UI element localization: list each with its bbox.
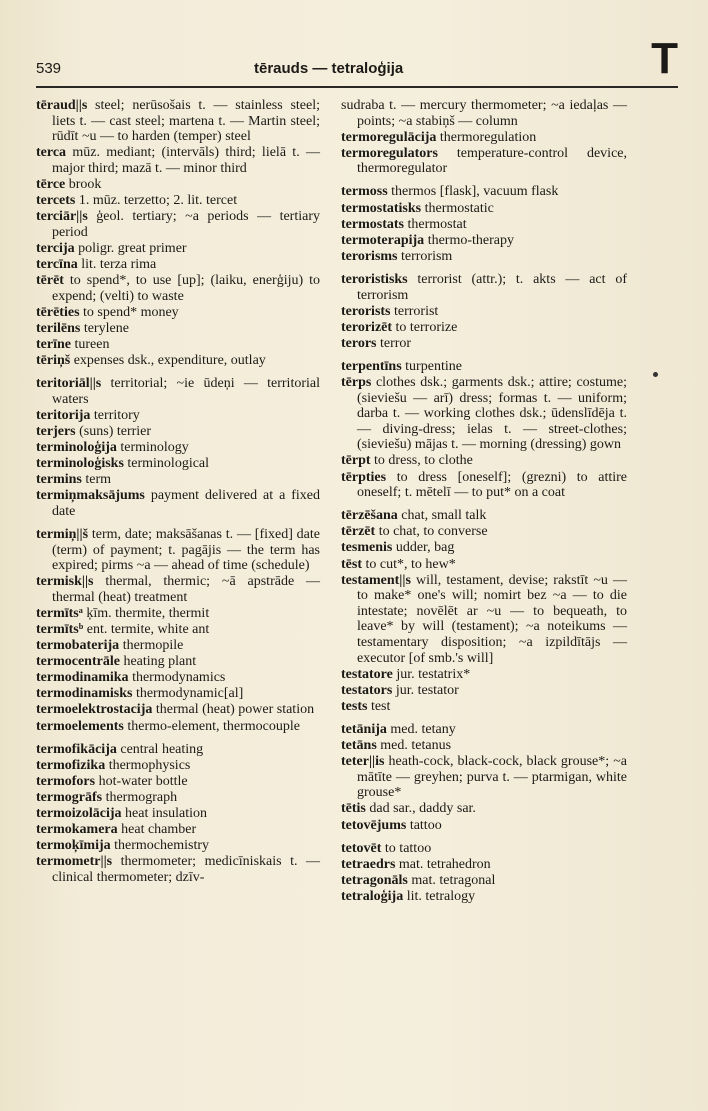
entry-headword: termiņ||š — [36, 526, 89, 542]
entry-definition: to dress [oneself]; (grezni) to attire oneself; t. mētelī — to put* on a coat — [357, 469, 627, 501]
entry-definition: dad sar., daddy sar. — [365, 801, 476, 817]
entry-definition: thermograph — [102, 789, 178, 805]
entry-headword: termoregulācija — [341, 129, 437, 145]
entry-definition: brook — [65, 176, 102, 192]
entry-headword: termodinamisks — [36, 686, 133, 702]
dictionary-entry — [36, 193, 320, 209]
dictionary-entry — [36, 305, 320, 321]
entry-definition: thermo-therapy — [424, 232, 514, 248]
dictionary-entry — [341, 573, 627, 667]
entry-definition: sudraba t. — mercury thermometer; ~a iedaļas — points; ~a stabiņš — column — [341, 98, 627, 129]
entry-definition: territory — [90, 407, 140, 423]
entry-definition: 1. mūz. terzetto; 2. lit. tercet — [75, 193, 238, 209]
entry-definition: thermal (heat) power station — [152, 702, 315, 718]
entry-definition: terrorism — [397, 248, 453, 264]
entry-gap — [36, 369, 320, 376]
dictionary-entry — [36, 488, 320, 519]
entry-headword: termoelektrostacija — [36, 702, 153, 718]
entry-headword: termogrāfs — [36, 789, 103, 805]
dictionary-entry — [341, 146, 627, 177]
entry-headword: tēst — [341, 556, 362, 572]
ink-spot — [653, 372, 658, 377]
dictionary-entry — [341, 217, 627, 233]
entry-definition: thermodynamics — [128, 670, 226, 686]
entry-definition: heath-cock, black-cock, black grouse*; ~a mātīte — greyhen; purva t. — ptarmigan, white grouse* — [357, 754, 627, 801]
entry-definition: tattoo — [406, 817, 442, 833]
entry-headword: tēraud||s — [36, 98, 88, 113]
dictionary-entry — [36, 638, 320, 654]
entry-definition: to cut*, to hew* — [362, 556, 456, 572]
entry-headword: terorists — [341, 303, 391, 319]
entry-definition: terminological — [123, 456, 210, 472]
entry-gap — [36, 735, 320, 742]
entry-definition: lit. terza rima — [77, 256, 157, 272]
entry-headword: termokamera — [36, 822, 118, 838]
entry-headword: termins — [36, 472, 82, 488]
dictionary-entry — [341, 857, 627, 873]
entry-definition: payment delivered at a fixed date — [52, 488, 320, 519]
dictionary-entry — [36, 574, 320, 605]
dictionary-entry — [341, 320, 627, 336]
dictionary-entry — [36, 686, 320, 702]
entry-headword: tērpties — [341, 469, 387, 485]
entry-definition: to spend* money — [79, 304, 179, 320]
entry-headword: tetraloģija — [341, 888, 404, 904]
dictionary-entry — [36, 719, 320, 735]
entry-definition: thermo-element, thermocouple — [123, 718, 300, 734]
entry-headword: terors — [341, 335, 377, 351]
dictionary-entry — [341, 201, 627, 217]
entry-headword: terminoloģisks — [36, 456, 124, 472]
dictionary-entry — [36, 424, 320, 440]
entry-definition: to dress, to clothe — [370, 453, 473, 469]
entry-definition: test — [367, 698, 391, 714]
entry-definition: thermometer; medicīniskais t. — clinical thermometer; dzīv- — [52, 854, 320, 885]
dictionary-entry — [341, 524, 627, 540]
entry-headword: testament||s — [341, 572, 411, 588]
entry-headword: termiņmaksājums — [36, 488, 145, 504]
entry-definition: thermal, thermic; ~ā apstrāde — thermal (heat) treatment — [52, 574, 320, 605]
entry-headword: termometr||s — [36, 854, 113, 870]
page-number: 539 — [36, 60, 62, 77]
dictionary-entry — [36, 472, 320, 488]
dictionary-entry — [341, 233, 627, 249]
dictionary-entry — [341, 98, 627, 129]
entry-definition: mat. tetrahedron — [395, 856, 491, 872]
entry-headword: termoelements — [36, 718, 124, 734]
dictionary-entry — [36, 241, 320, 257]
entry-definition: to spend*, to use [up]; (laiku, enerģiju) to expend; (velti) to waste — [52, 273, 320, 304]
entry-headword: terjers — [36, 423, 76, 439]
entry-definition: temperature-control device, thermoregulator — [357, 145, 627, 177]
entry-definition: terylene — [80, 320, 129, 336]
dictionary-entry — [36, 145, 320, 176]
entry-gap — [341, 834, 627, 841]
entry-headword: tests — [341, 698, 368, 714]
dictionary-entry — [36, 654, 320, 670]
entry-definition: thermostat — [403, 216, 467, 232]
entry-headword: termisk||s — [36, 574, 94, 590]
entry-definition: territorial; ~ie ūdeņi — territorial waters — [52, 376, 320, 407]
entry-definition: steel; nerūsošais t. — stainless steel; liets t. — cast steel; martena t. — Martin steel; rūdīt ~u — to harden (temper) steel — [52, 98, 320, 145]
dictionary-entry — [341, 738, 627, 754]
entry-headword: tērzēt — [341, 524, 376, 540]
entry-headword: termītsᵃ — [36, 605, 83, 621]
entry-definition: med. tetany — [386, 721, 456, 737]
dictionary-entry — [36, 353, 320, 369]
dictionary-entry — [36, 774, 320, 790]
entry-definition: to terrorize — [392, 319, 458, 335]
entry-headword: termofors — [36, 773, 96, 789]
entry-definition: ķīm. thermite, thermit — [82, 605, 210, 621]
dictionary-entry — [341, 336, 627, 352]
dictionary-entry — [341, 557, 627, 573]
entry-definition: ģeol. tertiary; ~a periods — tertiary period — [52, 209, 320, 240]
entry-headword: tetānija — [341, 721, 387, 737]
entry-headword: termostats — [341, 216, 404, 232]
dictionary-entry — [341, 754, 627, 801]
entry-definition: mat. tetragonal — [407, 872, 496, 888]
dictionary-entry — [341, 272, 627, 303]
entry-definition: terror — [376, 335, 412, 351]
dictionary-entry — [36, 337, 320, 353]
right-column — [341, 98, 627, 905]
dictionary-entry — [341, 801, 627, 817]
entry-definition: tureen — [70, 336, 110, 352]
entry-definition: (suns) terrier — [75, 423, 152, 439]
entry-definition: heat chamber — [117, 822, 197, 838]
dictionary-entry — [341, 889, 627, 905]
dictionary-entry — [36, 806, 320, 822]
dictionary-entry — [36, 854, 320, 885]
dictionary-entry — [341, 359, 627, 375]
entry-gap — [36, 520, 320, 527]
entry-headword: termoterapija — [341, 232, 425, 248]
dictionary-entry — [341, 722, 627, 738]
entry-headword: tercets — [36, 193, 76, 209]
dictionary-entry — [36, 742, 320, 758]
entry-headword: tēriņš — [36, 353, 71, 368]
dictionary-entry — [341, 873, 627, 889]
header-rule — [36, 86, 678, 88]
entry-definition: term, date; maksāšanas t. — [fixed] date (term) of payment; t. pagājis — the term has expired; pirms ~a — ahead of time (schedule) — [52, 526, 320, 574]
entry-headword: tērpt — [341, 453, 371, 469]
dictionary-entry — [341, 470, 627, 501]
entry-definition: ent. termite, white ant — [83, 622, 210, 637]
entry-headword: termoregulators — [341, 145, 438, 161]
dictionary-entry — [341, 453, 627, 469]
entry-definition: thermochemistry — [110, 838, 210, 854]
dictionary-entry — [36, 177, 320, 193]
entry-definition: jur. testator — [392, 682, 459, 698]
entry-headword: tērzēšana — [341, 508, 398, 524]
entry-definition: thermophysics — [105, 757, 191, 773]
entry-definition: central heating — [116, 741, 204, 757]
entry-definition: thermodynamic[al] — [132, 686, 244, 702]
entry-headword: testatore — [341, 666, 393, 682]
entry-definition: to chat, to converse — [375, 524, 488, 540]
entry-definition: lit. tetralogy — [403, 888, 476, 904]
entry-headword: termodinamika — [36, 670, 129, 686]
running-head: tērauds — tetraloģija — [254, 60, 404, 77]
dictionary-entry — [341, 304, 627, 320]
entry-gap — [341, 715, 627, 722]
entry-headword: termocentrāle — [36, 654, 120, 670]
dictionary-entry — [341, 699, 627, 715]
entry-headword: terminoloģija — [36, 439, 117, 455]
entry-definition: clothes dsk.; garments dsk.; attire; costume; (sieviešu — arī) dress; formas t. — uniform; darba t. — working clothes dsk.; ūdenslīdēja t. — diving-dress; ielas t. — street-clothes; (sieviešu) mājas t. — morning (dressing) gown — [357, 375, 627, 453]
entry-headword: termoss — [341, 184, 388, 200]
entry-headword: tērēt — [36, 273, 64, 289]
entry-definition: heating plant — [119, 654, 197, 670]
dictionary-entry — [341, 683, 627, 699]
entry-headword: tercīna — [36, 256, 78, 272]
entry-definition: thermostatic — [421, 200, 494, 216]
dictionary-entry — [36, 758, 320, 774]
entry-definition: turpentine — [401, 358, 462, 374]
entry-headword: terilēns — [36, 320, 81, 336]
dictionary-entry — [36, 376, 320, 407]
dictionary-entry — [36, 456, 320, 472]
dictionary-entry — [36, 822, 320, 838]
dictionary-entry — [36, 440, 320, 456]
dictionary-entry — [36, 622, 320, 638]
entry-headword: teter||is — [341, 754, 385, 770]
entry-headword: termofikācija — [36, 741, 117, 757]
entry-headword: terorisms — [341, 248, 398, 264]
entry-headword: termoķīmija — [36, 838, 111, 854]
entry-gap — [341, 501, 627, 508]
dictionary-entry — [36, 257, 320, 273]
entry-headword: tercija — [36, 240, 75, 256]
dictionary-entry — [341, 375, 627, 453]
entry-definition: terrorist (attr.); t. akts — act of terrorism — [357, 271, 627, 303]
entry-gap — [341, 265, 627, 272]
entry-headword: tetragonāls — [341, 872, 408, 888]
entry-headword: termofizika — [36, 757, 106, 773]
entry-definition: to tattoo — [381, 840, 432, 856]
dictionary-entry — [341, 130, 627, 146]
entry-gap — [341, 352, 627, 359]
entry-definition: thermoregulation — [436, 129, 537, 145]
dictionary-entry — [36, 670, 320, 686]
entry-definition: terrorist — [390, 303, 439, 319]
entry-definition: heat insulation — [121, 806, 208, 822]
entry-headword: teritoriāl||s — [36, 376, 102, 392]
dictionary-entry — [341, 841, 627, 857]
entry-headword: teroristisks — [341, 271, 408, 287]
entry-headword: tērps — [341, 375, 372, 390]
dictionary-entry — [36, 606, 320, 622]
entry-headword: tetāns — [341, 738, 377, 754]
entry-headword: tērce — [36, 176, 66, 192]
dictionary-entry — [341, 818, 627, 834]
entry-definition: term — [81, 472, 112, 488]
entry-headword: termobaterija — [36, 638, 120, 654]
dictionary-entry — [36, 321, 320, 337]
entry-definition: thermopile — [119, 638, 184, 654]
entry-headword: terīne — [36, 336, 71, 352]
dictionary-entry — [341, 184, 627, 200]
entry-headword: termītsᵇ — [36, 622, 84, 637]
entry-definition: poligr. great primer — [74, 240, 187, 256]
dictionary-entry — [36, 790, 320, 806]
entry-headword: tetraedrs — [341, 856, 396, 872]
dictionary-entry — [341, 508, 627, 524]
dictionary-entry — [36, 273, 320, 304]
entry-definition: expenses dsk., expenditure, outlay — [70, 353, 266, 368]
entry-headword: tetovējums — [341, 817, 407, 833]
dictionary-entry — [36, 408, 320, 424]
dictionary-entry — [36, 838, 320, 854]
dictionary-entry — [341, 249, 627, 265]
entry-definition: mūz. mediant; (intervāls) third; lielā t. — major third; mazā t. — minor third — [52, 145, 320, 176]
entry-headword: termoizolācija — [36, 806, 122, 822]
dictionary-entry — [36, 209, 320, 240]
entry-definition: thermos [flask], vacuum flask — [387, 184, 559, 200]
section-letter: T — [651, 34, 678, 83]
entry-headword: terpentīns — [341, 358, 402, 374]
page-header — [36, 34, 678, 86]
entry-headword: terca — [36, 145, 67, 161]
dictionary-entry — [36, 527, 320, 574]
entry-headword: testators — [341, 682, 393, 698]
entry-definition: med. tetanus — [376, 738, 452, 754]
entry-headword: tērēties — [36, 304, 80, 320]
dictionary-entry — [36, 98, 320, 145]
entry-definition: udder, bag — [392, 540, 455, 556]
entry-headword: terorizēt — [341, 319, 393, 335]
entry-headword: tesmenis — [341, 540, 393, 556]
entry-definition: hot-water bottle — [95, 773, 188, 789]
entry-headword: termostatisks — [341, 200, 422, 216]
dictionary-entry — [341, 540, 627, 556]
entry-headword: teritorija — [36, 407, 91, 423]
entry-definition: terminology — [116, 439, 189, 455]
left-column — [36, 98, 320, 886]
dictionary-entry — [36, 702, 320, 718]
entry-gap — [341, 177, 627, 184]
entry-headword: terciār||s — [36, 209, 88, 225]
entry-headword: tetovēt — [341, 840, 382, 856]
dictionary-entry — [341, 667, 627, 683]
entry-definition: will, testament, devise; rakstīt ~u — to make* one's will; nomirt bez ~a — to die intestate; novēlēt ar ~u — to bequeath, to leave* by will (testament); ~a noteikums — testamentary disposition; ~a izpildītājs — executor [of smb.'s will] — [357, 572, 627, 666]
entry-definition: jur. testatrix* — [392, 666, 471, 682]
entry-headword: tētis — [341, 801, 366, 817]
entry-definition: chat, small talk — [397, 508, 487, 524]
